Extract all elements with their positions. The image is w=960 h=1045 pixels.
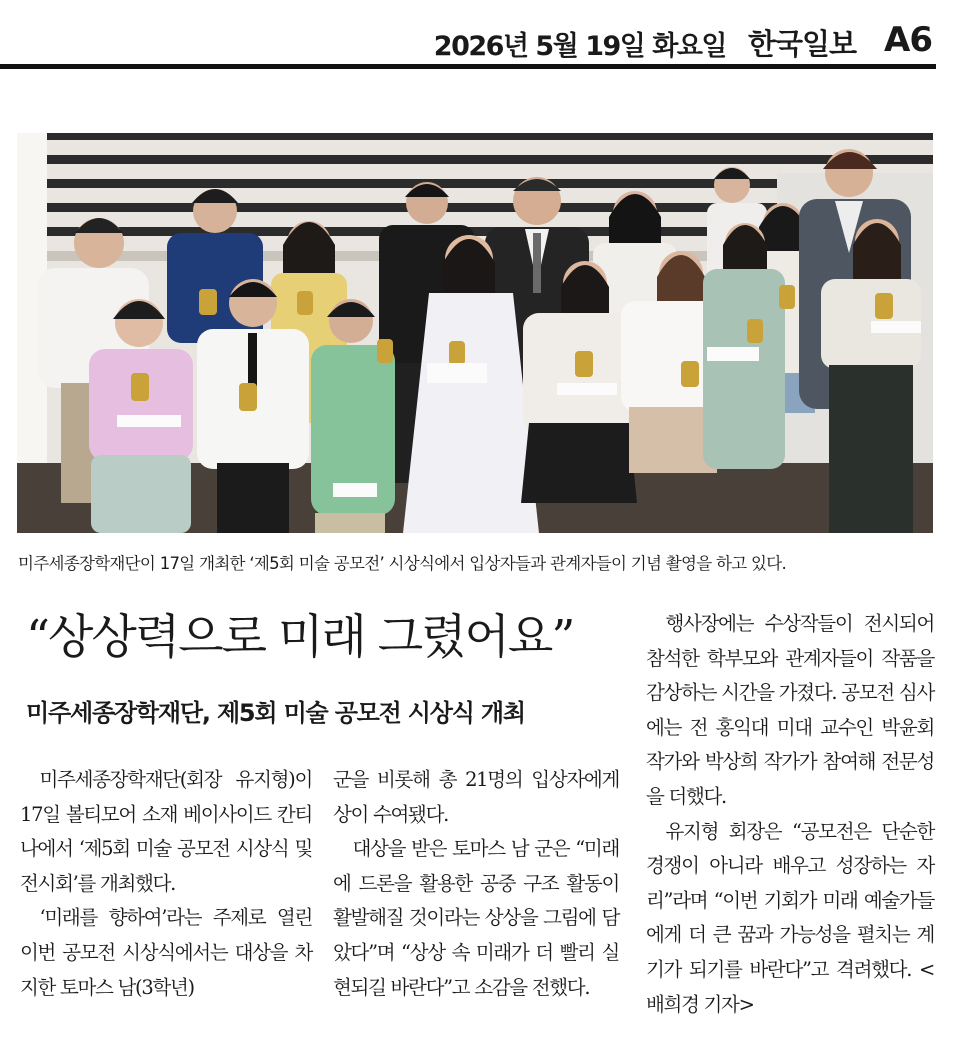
article-paragraph: 군을 비롯해 총 21명의 입상자에게 상이 수여됐다. xyxy=(333,768,619,826)
byline: <배희경 기자> xyxy=(646,957,934,1016)
article-paragraph xyxy=(646,815,934,1023)
issue-date: 2026년 5월 19일 화요일 xyxy=(433,31,726,62)
article-column-1 xyxy=(20,763,312,1005)
article-paragraph-text: 유지형 회장은 “공모전은 단순한 경쟁이 아니라 배우고 성장하는 자리”라며 “이번 기회가 미래 예술가들에게 더 큰 꿈과 가능성을 펼치는 계기가 되기를 바란다”고 격려했다. xyxy=(646,819,934,981)
group-photo-image xyxy=(17,133,933,533)
article-paragraph: 대상을 받은 토마스 남 군은 “미래에 드론을 활용한 공중 구조 활동이 활발해질 것이라는 상상을 그림에 담았다”며 “상상 속 미래가 더 빨리 실현되길 바란다”고 소감을 전했다. xyxy=(333,837,619,999)
masthead xyxy=(18,14,932,66)
article-paragraph: 미주세종장학재단(회장 유지형)이 17일 볼티모어 소재 베이사이드 칸티나에서 ‘제5회 미술 공모전 시상식 및 전시회’를 개최했다. xyxy=(20,768,312,895)
masthead-rule xyxy=(0,64,936,69)
subheadline: 미주세종장학재단, 제5회 미술 공모전 시상식 개최 xyxy=(26,699,525,727)
headline: “상상력으로 미래 그렸어요” xyxy=(26,610,574,665)
article-paragraph: 행사장에는 수상작들이 전시되어 참석한 학부모와 관계자들이 작품을 감상하는 시간을 가졌다. 공모전 심사에는 전 홍익대 미대 교수인 박윤회 작가와 박상희 작가가 참여해 전문성을 더했다. xyxy=(646,612,934,808)
photo-caption: 미주세종장학재단이 17일 개최한 ‘제5회 미술 공모전’ 시상식에서 입상자들과 관계자들이 기념 촬영을 하고 있다. xyxy=(18,554,787,573)
article-column-3 xyxy=(646,607,934,1022)
page-number: A6 xyxy=(884,20,932,60)
article-column-2 xyxy=(333,763,619,1005)
newspaper-name: 한국일보 xyxy=(747,27,856,61)
article-paragraph: ‘미래를 향하여’라는 주제로 열린 이번 공모전 시상식에서는 대상을 차지한 토마스 남(3학년) xyxy=(20,906,312,999)
